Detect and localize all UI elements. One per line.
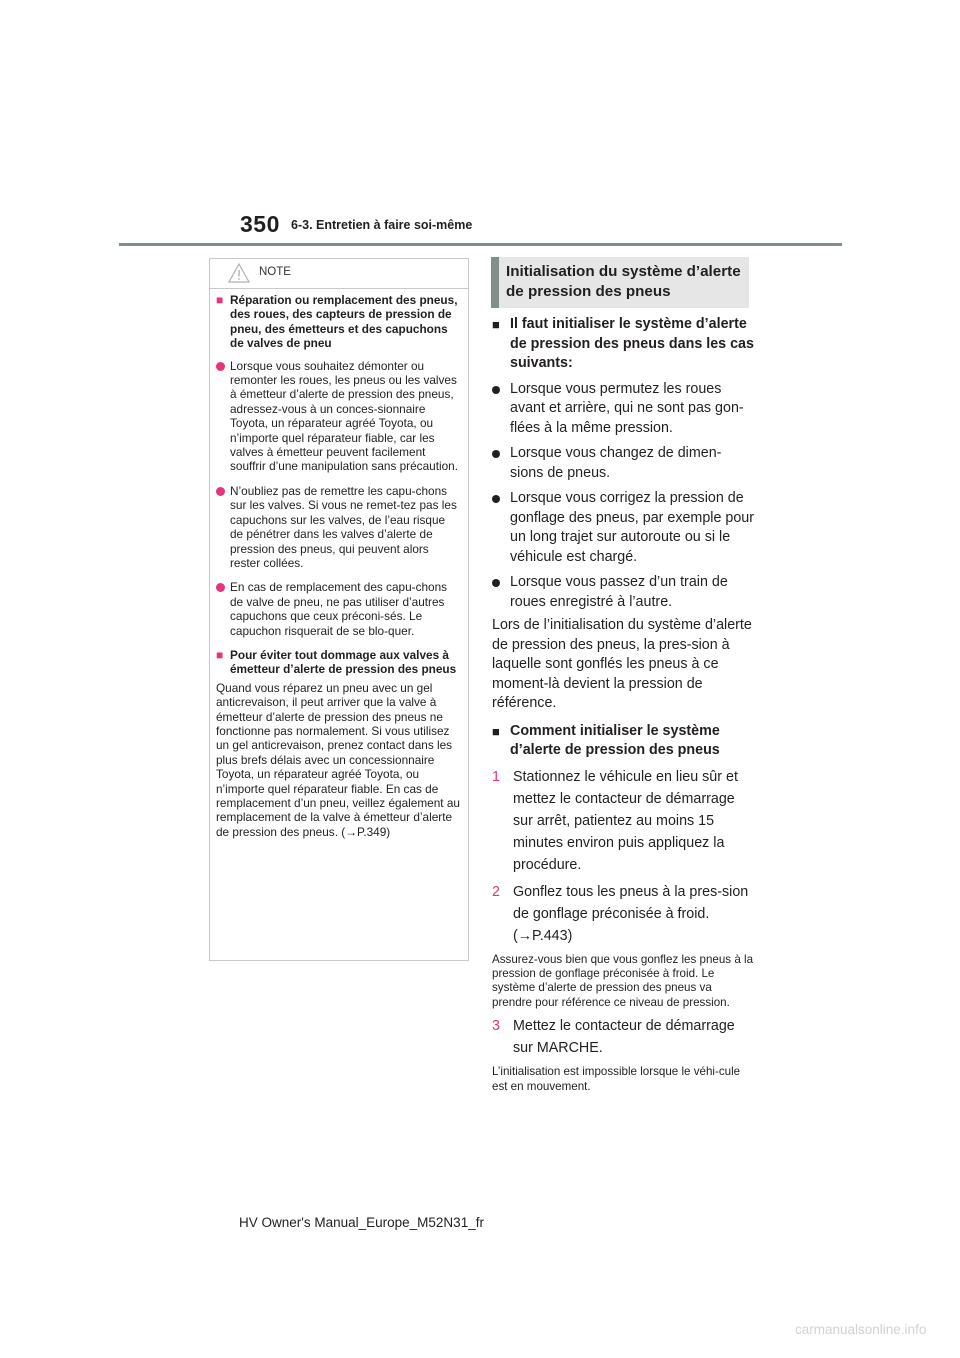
bullet-dot-icon: [492, 386, 500, 394]
main-content: [492, 315, 754, 1094]
note-paragraph: Quand vous réparez un pneu avec un gel anticrevaison, il peut arriver que la valve à émetteur d’alerte de pression des pneus ne fonctionne pas normalement. Si vous utilisez un gel anticrevaison, prenez contact dans les plus brefs délais avec un concessionnaire Toyota, un réparateur agréé Toyota, ou n’importe quel réparateur fiable. En cas de remplacement d’un pneu, veillez également au remplacement de la valve à émetteur d’alerte de pression des pneus. (→P.349): [216, 680, 460, 839]
square-marker-icon: ■: [216, 293, 224, 307]
note-body: [210, 289, 468, 839]
note-box: [209, 258, 469, 961]
note-bullet: Lorsque vous souhaitez démonter ou remonter les roues, les pneus ou les valves à émetteur d’alerte de pression des pneus, adressez-vous à un conces-sionnaire Toyota, un réparateur agréé Toyota, ou n’importe quel réparateur fiable, car les valves à émetteur peuvent facilement souffrir d’une manipulation sans précaution.: [216, 359, 460, 474]
bullet-dot-icon: [216, 583, 225, 592]
header-rule: [119, 243, 842, 246]
bullet-dot-icon: [492, 450, 500, 458]
note-bullet: N’oubliez pas de remettre les capu-chons sur les valves. Si vous ne remet-tez pas les capuchons sur les valves, de l’eau risque de pénétrer dans les valves d’alerte de pression des pneus, qui peuvent alors rester collées.: [216, 484, 460, 570]
step-note: L’initialisation est impossible lorsque le véhi-cule est en mouvement.: [492, 1065, 741, 1093]
step-number: 2: [492, 883, 500, 900]
section-title: 6-3. Entretien à faire soi-même: [291, 218, 473, 232]
bullet-dot-icon: [492, 579, 500, 587]
step: 1 Stationnez le véhicule en lieu sûr et mettez le contacteur de démarrage sur arrêt, patientez au moins 15 minutes environ puis appliquez la procédure.: [492, 766, 754, 876]
note-subheading: ■ Réparation ou remplacement des pneus, des roues, des capteurs de pression de pneu, des émetteurs et des capuchons de valves de pneu: [216, 293, 458, 351]
case-bullet: Lorsque vous changez de dimen-sions de pneus.: [492, 444, 754, 483]
note-subheading: ■ Pour éviter tout dommage aux valves à émetteur d’alerte de pression des pneus: [216, 647, 457, 677]
square-marker-icon: ■: [492, 317, 500, 332]
bullet-dot-icon: [492, 495, 500, 503]
warning-triangle-icon: [227, 262, 251, 284]
page-number: 350: [240, 211, 280, 237]
footer-text: HV Owner's Manual_Europe_M52N31_fr: [239, 1215, 484, 1230]
step: 3 Mettez le contacteur de démarrage sur MARCHE.: [492, 1015, 754, 1059]
section-heading: Initialisation du système d’alerte de pression des pneus: [491, 257, 749, 308]
note-header: [210, 259, 468, 289]
watermark: carmanualsonline.info: [795, 1322, 927, 1337]
step-number: 1: [492, 768, 500, 785]
square-marker-icon: ■: [216, 647, 224, 662]
bullet-dot-icon: [216, 487, 225, 496]
case-bullet: Lorsque vous permutez les roues avant et arrière, qui ne sont pas gon-flées à la même pression.: [492, 380, 754, 439]
subheading: ■ Il faut initialiser le système d’alerte de pression des pneus dans les cas suivants:: [492, 315, 754, 374]
case-bullet: Lorsque vous corrigez la pression de gonflage des pneus, par exemple pour un long trajet sur autoroute ou si le véhicule est chargé.: [492, 489, 754, 567]
note-bullet: En cas de remplacement des capu-chons de valve de pneu, ne pas utiliser d’autres capuchons que ceux préconi-sés. Le capuchon risquerait de se blo-quer.: [216, 580, 460, 638]
step-note: Assurez-vous bien que vous gonflez les pneus à la pression de gonflage préconisée à froid. Le système d’alerte de pression des pneus va prendre pour référence ce niveau de pression.: [492, 952, 754, 1009]
note-label: NOTE: [259, 266, 291, 278]
square-marker-icon: ■: [492, 723, 500, 739]
subheading: ■ Comment initialiser le système d’alerte de pression des pneus: [492, 722, 754, 761]
step: 2 Gonflez tous les pneus à la pres-sion de gonflage préconisée à froid. (→P.443): [492, 881, 754, 947]
bullet-dot-icon: [216, 362, 225, 371]
step-number: 3: [492, 1018, 500, 1035]
case-bullet: Lorsque vous passez d’un train de roues enregistré à l’autre.: [492, 573, 754, 612]
paragraph: Lors de l’initialisation du système d’alerte de pression des pneus, la pres-sion à laquelle sont gonflés les pneus à ce moment-là devient la pression de référence.: [492, 617, 752, 711]
